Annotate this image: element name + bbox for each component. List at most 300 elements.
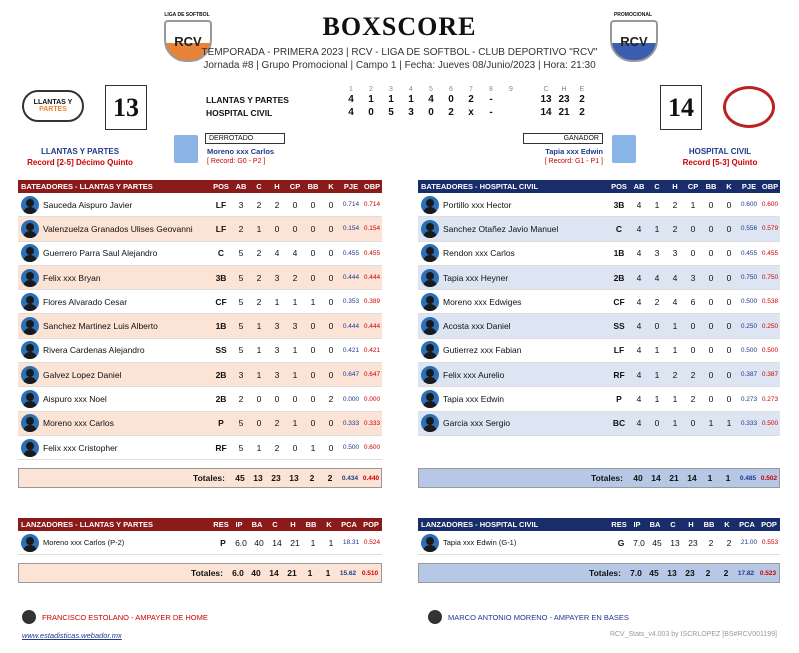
- total-value: 40: [251, 568, 261, 579]
- table-title: BATEADORES - HOSPITAL CIVIL: [421, 182, 539, 191]
- player-avatar-icon: [421, 244, 439, 262]
- stat-cell: 0: [328, 248, 334, 259]
- player-position: P: [218, 418, 224, 429]
- player-position: SS: [215, 345, 227, 356]
- umpire-icon: [22, 610, 36, 624]
- stat-cell: 2: [292, 272, 298, 283]
- stat-cell: 3: [292, 321, 298, 332]
- player-avatar-icon: [421, 269, 439, 287]
- stat-pje: 0.455: [342, 249, 360, 257]
- stat-cell: 0: [328, 272, 334, 283]
- winning-pitcher-tag: GANADOR: [523, 133, 603, 144]
- stat-cell: 1: [310, 442, 316, 453]
- pitching-table-home: [418, 518, 780, 583]
- stat-pje: 0.333: [740, 419, 758, 427]
- table-title: BATEADORES - LLANTAS Y PARTES: [21, 182, 153, 191]
- player-avatar-icon: [21, 366, 39, 384]
- batter-row: [418, 412, 780, 436]
- player-position: LF: [215, 199, 227, 210]
- stat-cell: 2: [672, 223, 678, 234]
- bases-umpire: [428, 610, 629, 624]
- stat-cell: 0: [726, 223, 732, 234]
- stat-cell: 0: [328, 418, 334, 429]
- inning-runs: [341, 107, 521, 118]
- batter-row: [418, 314, 780, 338]
- stat-cell: 3: [238, 369, 244, 380]
- player-avatar-icon: [421, 293, 439, 311]
- stat-cell: 1: [654, 345, 660, 356]
- total-value: 1: [307, 568, 313, 579]
- linescore-team-name: HOSPITAL CIVIL: [206, 107, 273, 118]
- stat-cell: 2: [256, 296, 262, 307]
- stat-cell: 1: [292, 345, 298, 356]
- totals-row: [418, 563, 780, 583]
- league-logo-caption: LIGA DE SOFTBOL: [164, 12, 210, 18]
- stat-cell: 4: [636, 345, 642, 356]
- stat-cell: 4: [292, 248, 298, 259]
- stat-cell: 0: [328, 369, 334, 380]
- player-avatar-icon: [421, 414, 439, 432]
- pitcher-result: P: [220, 537, 226, 548]
- total-value: 21: [287, 568, 297, 579]
- total-value: 1: [325, 568, 331, 579]
- stat-cell: 0: [274, 394, 280, 405]
- stat-cell: 1: [672, 394, 678, 405]
- column-header: CP: [687, 182, 699, 191]
- promo-logo-caption: PROMOCIONAL: [613, 12, 653, 18]
- total-value: 6.0: [232, 568, 244, 579]
- rhe-values: [537, 94, 591, 105]
- inning-number: 6: [449, 86, 453, 93]
- stat-cell: 0: [726, 394, 732, 405]
- stat-cell: 2: [672, 369, 678, 380]
- stat-pje: 0.500: [740, 298, 758, 306]
- stat-obp: 0.444: [363, 322, 381, 330]
- player-avatar-icon: [21, 414, 39, 432]
- player-name: Acosta xxx Daniel: [443, 321, 511, 332]
- stat-cell: 1: [256, 442, 262, 453]
- batting-table-away: [18, 180, 382, 488]
- home-umpire: [22, 610, 208, 624]
- inning-number: 7: [469, 86, 473, 93]
- column-header: AB: [235, 182, 247, 191]
- batter-row: [18, 363, 382, 387]
- rhe-values: [537, 107, 591, 118]
- stat-cell: 0: [310, 369, 316, 380]
- total-value: 13: [667, 568, 677, 579]
- player-name: Guerrero Parra Saul Alejandro: [43, 248, 158, 259]
- stat-cell: 1: [256, 223, 262, 234]
- stat-cell: 6: [690, 296, 696, 307]
- player-position: 1B: [215, 321, 227, 332]
- batter-row: [418, 339, 780, 363]
- rhe-label: H: [561, 86, 567, 93]
- stat-cell: 1: [274, 296, 280, 307]
- total-value: 45: [649, 568, 659, 579]
- stat-pje: 0.333: [342, 419, 360, 427]
- stat-obp: 0.421: [363, 346, 381, 354]
- batter-row: [418, 363, 780, 387]
- stat-cell: 3: [690, 272, 696, 283]
- stat-cell: 4: [654, 272, 660, 283]
- stat-cell: 1: [256, 345, 262, 356]
- stat-cell: 4: [636, 272, 642, 283]
- stat-cell: 1: [708, 418, 714, 429]
- stat-cell: 0: [292, 223, 298, 234]
- stat-pje: 0.154: [342, 225, 360, 233]
- rhe-header: [537, 86, 591, 93]
- pitching-table-away: [18, 518, 382, 583]
- bases-umpire-name: MARCO ANTONIO MORENO - AMPAYER EN BASES: [448, 612, 629, 622]
- totals-label: Totales:: [191, 568, 223, 579]
- stat-cell: 0: [310, 394, 316, 405]
- stat-cell: 0: [690, 345, 696, 356]
- linescore-team-name: LLANTAS Y PARTES: [206, 94, 289, 105]
- stat-obp: 0.444: [363, 274, 381, 282]
- stat-cell: 2: [654, 296, 660, 307]
- player-position: LF: [613, 345, 625, 356]
- player-name: Rivera Cardenas Alejandro: [43, 345, 145, 356]
- column-header: PJE: [343, 182, 359, 191]
- player-position: 3B: [613, 199, 625, 210]
- inning-number: 3: [389, 86, 393, 93]
- column-header: PCA: [739, 520, 755, 529]
- total-value: 15.62: [339, 569, 357, 577]
- column-header: POP: [761, 520, 777, 529]
- stat-cell: 1: [654, 394, 660, 405]
- stat-cell: 2: [726, 537, 732, 548]
- player-name: Moreno xxx Edwiges: [443, 296, 522, 307]
- inning-run: x: [468, 107, 474, 118]
- totals-row: [18, 468, 382, 488]
- inning-run: 4: [348, 107, 354, 118]
- column-header: PJE: [741, 182, 757, 191]
- total-value: 40: [633, 473, 643, 484]
- stat-obp: 0.647: [363, 371, 381, 379]
- stat-cell: 5: [238, 418, 244, 429]
- rhe-value: 2: [579, 94, 585, 105]
- inning-run: 1: [368, 94, 374, 105]
- total-value: 0.510: [361, 569, 379, 577]
- total-value: 0.434: [341, 474, 359, 482]
- stat-cell: 2: [690, 369, 696, 380]
- column-header: H: [290, 520, 296, 529]
- player-name: Gutierrez xxx Fabian: [443, 345, 522, 356]
- rhe-value: 21: [558, 107, 570, 118]
- table-header: [418, 518, 780, 531]
- stat-cell: 4: [672, 296, 678, 307]
- stat-cell: 2: [256, 248, 262, 259]
- stat-cell: 21: [290, 537, 300, 548]
- stat-cell: 0: [328, 199, 334, 210]
- stat-pje: 0.647: [342, 371, 360, 379]
- table-header: [18, 518, 382, 531]
- stat-cell: 3: [238, 199, 244, 210]
- column-header: IP: [633, 520, 641, 529]
- stat-pop: 0.524: [363, 539, 381, 547]
- pitcher-name: Moreno xxx Carlos (P-2): [43, 538, 125, 548]
- column-header: BB: [305, 520, 317, 529]
- player-name: Moreno xxx Carlos: [43, 418, 114, 429]
- stat-cell: 0: [690, 321, 696, 332]
- player-name: Aispuro xxx Noel: [43, 394, 107, 405]
- losing-pitcher-name: Moreno xxx Carlos: [207, 147, 275, 156]
- player-avatar-icon: [21, 390, 39, 408]
- totals-label: Totales:: [591, 473, 623, 484]
- stat-cell: 2: [690, 394, 696, 405]
- column-header: OBP: [363, 182, 381, 191]
- stat-cell: 0: [292, 199, 298, 210]
- linescore-row: [206, 106, 591, 119]
- column-header: H: [274, 182, 280, 191]
- batter-row: [18, 387, 382, 411]
- stat-cell: 0: [654, 321, 660, 332]
- column-header: OBP: [761, 182, 779, 191]
- stat-pje: 0.714: [342, 201, 360, 209]
- player-avatar-icon: [21, 220, 39, 238]
- player-position: CF: [613, 296, 625, 307]
- player-position: 3B: [215, 272, 227, 283]
- linescore-row: [206, 93, 591, 106]
- inning-number: 1: [349, 86, 353, 93]
- rhe-value: 14: [540, 107, 552, 118]
- player-name: Flores Alvarado Cesar: [43, 296, 128, 307]
- stat-cell: 1: [256, 321, 262, 332]
- player-position: BC: [612, 418, 626, 429]
- stat-pje: 0.000: [342, 395, 360, 403]
- batter-row: [18, 314, 382, 338]
- stat-pje: 0.444: [342, 274, 360, 282]
- winning-pitcher-record: [ Record: G1 - P1 ]: [544, 158, 603, 165]
- batting-table-home: [418, 180, 780, 488]
- stat-cell: 1: [672, 321, 678, 332]
- player-position: 2B: [215, 394, 227, 405]
- column-header: PCA: [341, 520, 357, 529]
- stat-cell: 5: [238, 272, 244, 283]
- website-link[interactable]: www.estadisticas.webador.mx: [22, 631, 122, 640]
- player-position: SS: [613, 321, 625, 332]
- column-header: POS: [213, 182, 229, 191]
- player-avatar-icon: [421, 534, 439, 552]
- page-title: BOXSCORE: [322, 12, 477, 41]
- column-header: K: [724, 520, 730, 529]
- player-name: Valenzuelza Granados Ulises Geovanni: [43, 223, 193, 234]
- season-line: TEMPORADA - PRIMERA 2023 | RCV - LIGA DE SOFTBOL - CLUB DEPORTIVO "RCV": [201, 47, 598, 58]
- stat-cell: 0: [708, 272, 714, 283]
- stat-cell: 1: [672, 418, 678, 429]
- column-header: BA: [649, 520, 661, 529]
- stat-cell: 4: [636, 248, 642, 259]
- inning-run: [501, 107, 521, 118]
- inning-run: 0: [368, 107, 374, 118]
- table-header: [418, 180, 780, 193]
- player-avatar-icon: [21, 196, 39, 214]
- stat-cell: 0: [726, 345, 732, 356]
- stat-cell: 0: [708, 345, 714, 356]
- stat-cell: 0: [328, 442, 334, 453]
- stat-cell: 5: [238, 248, 244, 259]
- stat-cell: 4: [636, 199, 642, 210]
- total-value: 14: [269, 568, 279, 579]
- batter-row: [418, 387, 780, 411]
- home-umpire-name: FRANCISCO ESTOLANO - AMPAYER DE HOME: [42, 612, 208, 622]
- home-team-name: HOSPITAL CIVIL: [688, 147, 752, 156]
- batter-silhouette-icon-right: [612, 135, 636, 163]
- totals-row: [418, 468, 780, 488]
- batter-silhouette-icon: [174, 135, 198, 163]
- stat-obp: 0.500: [761, 346, 779, 354]
- total-value: 23: [685, 568, 695, 579]
- table-title: LANZADORES - HOSPITAL CIVIL: [421, 520, 539, 529]
- stat-cell: 1: [328, 537, 334, 548]
- stat-cell: 1: [292, 369, 298, 380]
- stat-cell: 0: [708, 199, 714, 210]
- stat-cell: 0: [292, 394, 298, 405]
- total-value: 17.82: [737, 569, 755, 577]
- stat-cell: 14: [272, 537, 282, 548]
- column-header: RES: [213, 520, 229, 529]
- losing-pitcher-record: [ Record: G0 - P2 ]: [207, 158, 266, 165]
- stat-cell: 7.0: [633, 537, 645, 548]
- home-score: 14: [660, 85, 702, 130]
- player-avatar-icon: [21, 317, 39, 335]
- rhe-value: 13: [540, 94, 552, 105]
- player-name: Sanchez Otañez Javio Manuel: [443, 223, 559, 234]
- total-value: 2: [723, 568, 729, 579]
- stat-cell: 1: [654, 199, 660, 210]
- stat-obp: 0.500: [761, 419, 779, 427]
- pitcher-name: Tapia xxx Edwin (G-1): [443, 538, 517, 548]
- stat-cell: 1: [292, 418, 298, 429]
- stat-cell: 2: [256, 199, 262, 210]
- player-avatar-icon: [21, 439, 39, 457]
- credit-text: RCV_Stats_v4.003 by ISCRLOPEZ [BS#RCV001199]: [609, 631, 777, 638]
- stat-cell: 0: [328, 345, 334, 356]
- stat-cell: 4: [636, 418, 642, 429]
- stat-cell: 0: [726, 248, 732, 259]
- batter-row: [18, 193, 382, 217]
- player-name: Portillo xxx Hector: [443, 199, 512, 210]
- stat-pje: 0.273: [740, 395, 758, 403]
- stat-pca: 21.00: [740, 539, 758, 547]
- stat-cell: 0: [310, 321, 316, 332]
- player-position: RF: [613, 369, 625, 380]
- stat-obp: 0.333: [363, 419, 381, 427]
- stat-cell: 0: [708, 296, 714, 307]
- player-avatar-icon: [421, 390, 439, 408]
- stat-cell: 0: [726, 199, 732, 210]
- column-header: BB: [307, 182, 319, 191]
- stat-cell: 0: [726, 296, 732, 307]
- batter-row: [18, 436, 382, 460]
- player-avatar-icon: [21, 341, 39, 359]
- player-position: 2B: [613, 272, 625, 283]
- player-position: LF: [215, 223, 227, 234]
- stat-cell: 2: [256, 272, 262, 283]
- column-header: IP: [235, 520, 243, 529]
- total-value: 0.523: [759, 569, 777, 577]
- inning-run: 4: [348, 94, 354, 105]
- column-header: H: [672, 182, 678, 191]
- total-value: 7.0: [630, 568, 642, 579]
- stat-cell: 1: [292, 296, 298, 307]
- stat-cell: 5: [238, 345, 244, 356]
- stat-cell: 0: [708, 223, 714, 234]
- total-value: 13: [253, 473, 263, 484]
- total-value: 1: [725, 473, 731, 484]
- batter-row: [418, 217, 780, 241]
- player-avatar-icon: [421, 366, 439, 384]
- stat-cell: 0: [310, 272, 316, 283]
- table-header: [18, 180, 382, 193]
- player-name: Tapia xxx Heyner: [443, 272, 509, 283]
- stat-obp: 0.250: [761, 322, 779, 330]
- column-header: CP: [289, 182, 301, 191]
- column-header: AB: [633, 182, 645, 191]
- inning-run: 1: [388, 94, 394, 105]
- totals-row: [18, 563, 382, 583]
- stat-cell: 3: [654, 248, 660, 259]
- player-name: Rendon xxx Carlos: [443, 248, 515, 259]
- column-header: C: [256, 182, 262, 191]
- inning-run: [501, 94, 521, 105]
- batter-row: [418, 266, 780, 290]
- game-info-line: Jornada #8 | Grupo Promocional | Campo 1 | Fecha: Jueves 08/Junio/2023 | Hora: 21:30: [203, 60, 596, 71]
- stat-cell: 2: [328, 394, 334, 405]
- stat-cell: 45: [652, 537, 662, 548]
- inning-header: [341, 86, 521, 93]
- inning-run: -: [489, 107, 493, 118]
- stat-obp: 0.600: [363, 444, 381, 452]
- stat-cell: 0: [310, 199, 316, 210]
- player-avatar-icon: [421, 341, 439, 359]
- stat-cell: 0: [708, 394, 714, 405]
- away-team-logo: [22, 90, 84, 122]
- stat-cell: 0: [708, 369, 714, 380]
- stat-cell: 4: [636, 394, 642, 405]
- pitcher-row: [18, 531, 382, 555]
- player-name: Sauceda Aispuro Javier: [43, 199, 133, 210]
- player-avatar-icon: [21, 293, 39, 311]
- total-value: 13: [289, 473, 299, 484]
- column-header: K: [328, 182, 334, 191]
- total-value: 0.485: [739, 474, 757, 482]
- stat-cell: 2: [274, 418, 280, 429]
- stat-cell: 0: [310, 345, 316, 356]
- inning-run: -: [489, 94, 493, 105]
- stat-cell: 23: [688, 537, 698, 548]
- stat-cell: 0: [310, 248, 316, 259]
- rhe-label: E: [579, 86, 585, 93]
- umpire-icon: [428, 610, 442, 624]
- player-name: Sanchez Martinez Luis Alberto: [43, 321, 158, 332]
- stat-pje: 0.500: [740, 346, 758, 354]
- inning-run: 4: [428, 94, 434, 105]
- inning-runs: [341, 94, 521, 105]
- home-team-logo: [723, 86, 775, 128]
- player-position: 1B: [613, 248, 625, 259]
- player-name: Galvez Lopez Daniel: [43, 369, 122, 380]
- player-position: CF: [215, 296, 227, 307]
- inning-run: 0: [448, 94, 454, 105]
- player-name: Felix xxx Aurelio: [443, 369, 505, 380]
- losing-pitcher-tag: DERROTADO: [205, 133, 285, 144]
- stat-cell: 1: [310, 296, 316, 307]
- stat-obp: 0.538: [761, 298, 779, 306]
- column-header: BA: [251, 520, 263, 529]
- stat-cell: 5: [238, 296, 244, 307]
- player-position: P: [616, 394, 622, 405]
